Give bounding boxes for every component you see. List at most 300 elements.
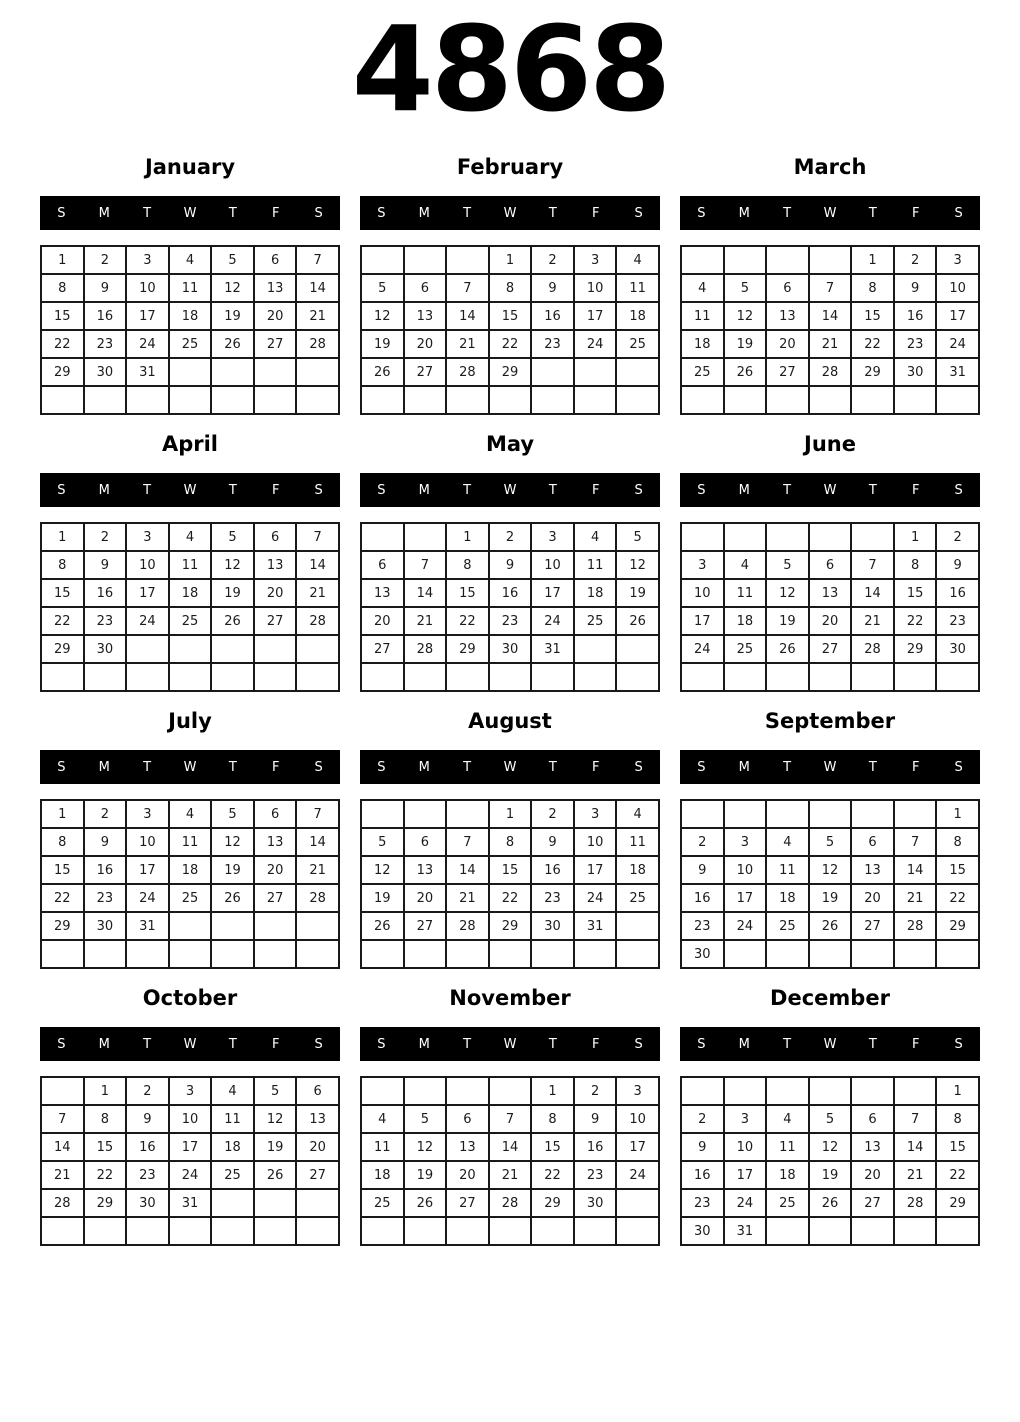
day-cell: 30 xyxy=(894,358,937,386)
day-cell: 26 xyxy=(254,1161,297,1189)
day-cell: 9 xyxy=(531,274,574,302)
day-cell: 29 xyxy=(936,1189,979,1217)
day-cell: 17 xyxy=(574,302,617,330)
month-block-december xyxy=(680,985,980,1246)
day-cell: 23 xyxy=(531,884,574,912)
week-row xyxy=(681,828,979,856)
day-cell: 31 xyxy=(531,635,574,663)
month-title: January xyxy=(144,155,236,179)
day-cell: 25 xyxy=(361,1189,404,1217)
day-cell: 14 xyxy=(404,579,447,607)
day-cell: 23 xyxy=(531,330,574,358)
day-cell: 29 xyxy=(489,358,532,386)
day-cell: 28 xyxy=(296,884,339,912)
day-cell: 7 xyxy=(404,551,447,579)
day-cell: 20 xyxy=(254,302,297,330)
day-cell: 24 xyxy=(126,884,169,912)
day-cell: 21 xyxy=(489,1161,532,1189)
day-cell: 29 xyxy=(851,358,894,386)
day-cell: 26 xyxy=(404,1189,447,1217)
day-cell: 20 xyxy=(254,579,297,607)
year-title: 4868 xyxy=(351,0,669,138)
weekday-label: T xyxy=(783,482,792,498)
day-cell: 1 xyxy=(41,523,84,551)
weekday-label: S xyxy=(634,1036,643,1052)
weekday-label: S xyxy=(634,482,643,498)
day-cell: 24 xyxy=(724,912,767,940)
empty-day-cell xyxy=(851,940,894,968)
day-cell: 11 xyxy=(361,1133,404,1161)
day-cell: 12 xyxy=(616,551,659,579)
day-cell: 1 xyxy=(489,800,532,828)
day-cell: 7 xyxy=(809,274,852,302)
day-cell: 27 xyxy=(361,635,404,663)
empty-day-cell xyxy=(851,663,894,691)
weekday-label: W xyxy=(823,482,837,498)
day-cell: 3 xyxy=(126,523,169,551)
day-cell: 14 xyxy=(296,274,339,302)
day-cell: 3 xyxy=(126,800,169,828)
day-cell: 13 xyxy=(254,274,297,302)
week-row xyxy=(41,1133,339,1161)
day-cell: 23 xyxy=(574,1161,617,1189)
week-row xyxy=(681,274,979,302)
empty-day-cell xyxy=(724,1077,767,1105)
day-cell: 22 xyxy=(851,330,894,358)
empty-day-cell xyxy=(894,1217,937,1245)
day-cell: 1 xyxy=(489,246,532,274)
empty-day-cell xyxy=(724,940,767,968)
empty-day-cell xyxy=(41,940,84,968)
week-row xyxy=(41,1161,339,1189)
empty-day-cell xyxy=(574,358,617,386)
day-cell: 14 xyxy=(894,856,937,884)
empty-day-cell xyxy=(531,358,574,386)
empty-day-cell xyxy=(169,358,212,386)
day-cell: 26 xyxy=(211,607,254,635)
week-row xyxy=(361,1217,659,1245)
day-cell: 22 xyxy=(41,884,84,912)
week-row xyxy=(681,1105,979,1133)
day-cell: 24 xyxy=(574,330,617,358)
day-cell: 28 xyxy=(809,358,852,386)
day-cell: 29 xyxy=(41,912,84,940)
empty-day-cell xyxy=(766,1217,809,1245)
weekday-header xyxy=(680,196,980,230)
day-cell: 30 xyxy=(84,358,127,386)
week-row xyxy=(681,1077,979,1105)
weekday-label: T xyxy=(548,482,557,498)
empty-day-cell xyxy=(446,940,489,968)
day-cell: 13 xyxy=(404,302,447,330)
day-cell: 29 xyxy=(41,635,84,663)
weekday-label: M xyxy=(98,482,110,498)
empty-day-cell xyxy=(724,663,767,691)
day-cell: 30 xyxy=(84,912,127,940)
day-cell: 10 xyxy=(724,856,767,884)
weekday-label: S xyxy=(697,205,706,221)
day-cell: 10 xyxy=(616,1105,659,1133)
day-cell: 2 xyxy=(531,246,574,274)
day-cell: 5 xyxy=(361,828,404,856)
empty-day-cell xyxy=(84,386,127,414)
day-cell: 24 xyxy=(126,330,169,358)
day-cell: 14 xyxy=(446,302,489,330)
day-cell: 18 xyxy=(616,302,659,330)
day-cell: 3 xyxy=(724,828,767,856)
day-cell: 10 xyxy=(169,1105,212,1133)
day-cell: 5 xyxy=(616,523,659,551)
day-cell: 20 xyxy=(766,330,809,358)
empty-day-cell xyxy=(296,386,339,414)
weekday-label: T xyxy=(548,1036,557,1052)
weekday-label: T xyxy=(868,482,877,498)
day-cell: 3 xyxy=(169,1077,212,1105)
empty-day-cell xyxy=(531,1217,574,1245)
day-cell: 30 xyxy=(936,635,979,663)
month-days-table xyxy=(40,245,340,415)
empty-day-cell xyxy=(211,358,254,386)
month-block-april xyxy=(40,431,340,692)
day-cell: 22 xyxy=(894,607,937,635)
weekday-label: S xyxy=(634,759,643,775)
day-cell: 18 xyxy=(169,579,212,607)
empty-day-cell xyxy=(809,663,852,691)
day-cell: 29 xyxy=(446,635,489,663)
day-cell: 12 xyxy=(724,302,767,330)
day-cell: 18 xyxy=(616,856,659,884)
day-cell: 8 xyxy=(489,274,532,302)
weekday-label: M xyxy=(418,482,430,498)
month-days-table xyxy=(680,799,980,969)
day-cell: 30 xyxy=(574,1189,617,1217)
day-cell: 19 xyxy=(211,302,254,330)
day-cell: 15 xyxy=(41,856,84,884)
weekday-label: F xyxy=(271,759,280,775)
weekday-label: F xyxy=(911,205,920,221)
month-block-february xyxy=(360,154,660,415)
day-cell: 10 xyxy=(126,828,169,856)
day-cell: 18 xyxy=(724,607,767,635)
weekday-label: S xyxy=(314,482,323,498)
weekday-label: S xyxy=(697,482,706,498)
day-cell: 6 xyxy=(851,1105,894,1133)
weekday-label: T xyxy=(143,759,152,775)
week-row xyxy=(681,1189,979,1217)
day-cell: 1 xyxy=(936,1077,979,1105)
month-block-september xyxy=(680,708,980,969)
day-cell: 22 xyxy=(936,1161,979,1189)
day-cell: 8 xyxy=(84,1105,127,1133)
day-cell: 1 xyxy=(41,246,84,274)
week-row xyxy=(41,1217,339,1245)
weekday-header xyxy=(40,473,340,507)
empty-day-cell xyxy=(616,912,659,940)
day-cell: 24 xyxy=(681,635,724,663)
week-row xyxy=(361,856,659,884)
day-cell: 11 xyxy=(724,579,767,607)
day-cell: 6 xyxy=(446,1105,489,1133)
empty-day-cell xyxy=(169,663,212,691)
empty-day-cell xyxy=(84,940,127,968)
day-cell: 13 xyxy=(851,856,894,884)
week-row xyxy=(41,246,339,274)
day-cell: 3 xyxy=(681,551,724,579)
weekday-header xyxy=(360,473,660,507)
day-cell: 7 xyxy=(296,246,339,274)
empty-day-cell xyxy=(404,940,447,968)
empty-day-cell xyxy=(126,635,169,663)
empty-day-cell xyxy=(296,1189,339,1217)
day-cell: 12 xyxy=(809,1133,852,1161)
day-cell: 26 xyxy=(211,330,254,358)
week-row xyxy=(41,358,339,386)
week-row xyxy=(361,1133,659,1161)
weekday-label: F xyxy=(271,205,280,221)
week-row xyxy=(41,1105,339,1133)
weekday-label: F xyxy=(591,482,600,498)
day-cell: 16 xyxy=(531,302,574,330)
weekday-label: S xyxy=(377,482,386,498)
week-row xyxy=(41,800,339,828)
weekday-label: T xyxy=(143,482,152,498)
day-cell: 12 xyxy=(211,551,254,579)
day-cell: 5 xyxy=(211,800,254,828)
weekday-label: W xyxy=(503,482,517,498)
empty-day-cell xyxy=(404,386,447,414)
day-cell: 19 xyxy=(766,607,809,635)
day-cell: 7 xyxy=(446,828,489,856)
day-cell: 3 xyxy=(531,523,574,551)
day-cell: 24 xyxy=(531,607,574,635)
month-block-may xyxy=(360,431,660,692)
empty-day-cell xyxy=(724,246,767,274)
day-cell: 18 xyxy=(361,1161,404,1189)
day-cell: 22 xyxy=(84,1161,127,1189)
day-cell: 14 xyxy=(489,1133,532,1161)
day-cell: 13 xyxy=(766,302,809,330)
empty-day-cell xyxy=(41,1077,84,1105)
weekday-label: M xyxy=(418,205,430,221)
week-row xyxy=(361,274,659,302)
empty-day-cell xyxy=(766,663,809,691)
day-cell: 31 xyxy=(126,358,169,386)
day-cell: 31 xyxy=(126,912,169,940)
weekday-label: S xyxy=(314,759,323,775)
month-days-table xyxy=(680,522,980,692)
day-cell: 11 xyxy=(616,828,659,856)
day-cell: 10 xyxy=(936,274,979,302)
day-cell: 15 xyxy=(489,856,532,884)
empty-day-cell xyxy=(489,663,532,691)
week-row xyxy=(41,635,339,663)
week-row xyxy=(361,607,659,635)
day-cell: 26 xyxy=(766,635,809,663)
week-row xyxy=(41,856,339,884)
day-cell: 8 xyxy=(531,1105,574,1133)
day-cell: 3 xyxy=(616,1077,659,1105)
day-cell: 25 xyxy=(766,1189,809,1217)
day-cell: 3 xyxy=(574,246,617,274)
day-cell: 3 xyxy=(936,246,979,274)
day-cell: 23 xyxy=(681,1189,724,1217)
day-cell: 4 xyxy=(681,274,724,302)
week-row xyxy=(361,330,659,358)
day-cell: 13 xyxy=(809,579,852,607)
empty-day-cell xyxy=(809,386,852,414)
month-block-august xyxy=(360,708,660,969)
week-row xyxy=(681,607,979,635)
empty-day-cell xyxy=(446,1077,489,1105)
week-row xyxy=(361,358,659,386)
day-cell: 7 xyxy=(296,800,339,828)
empty-day-cell xyxy=(169,940,212,968)
day-cell: 25 xyxy=(169,884,212,912)
day-cell: 7 xyxy=(296,523,339,551)
week-row xyxy=(361,635,659,663)
day-cell: 28 xyxy=(296,607,339,635)
day-cell: 6 xyxy=(404,274,447,302)
day-cell: 23 xyxy=(489,607,532,635)
day-cell: 26 xyxy=(361,912,404,940)
week-row xyxy=(681,1217,979,1245)
day-cell: 15 xyxy=(851,302,894,330)
week-row xyxy=(681,551,979,579)
day-cell: 6 xyxy=(404,828,447,856)
day-cell: 6 xyxy=(254,246,297,274)
day-cell: 15 xyxy=(936,1133,979,1161)
weekday-label: W xyxy=(183,1036,197,1052)
day-cell: 14 xyxy=(296,551,339,579)
empty-day-cell xyxy=(361,1077,404,1105)
day-cell: 28 xyxy=(894,1189,937,1217)
empty-day-cell xyxy=(404,1077,447,1105)
month-title: March xyxy=(793,155,867,179)
week-row xyxy=(681,302,979,330)
week-row xyxy=(41,1077,339,1105)
empty-day-cell xyxy=(254,940,297,968)
weekday-label: T xyxy=(868,1036,877,1052)
day-cell: 27 xyxy=(404,912,447,940)
empty-day-cell xyxy=(404,663,447,691)
day-cell: 20 xyxy=(404,884,447,912)
day-cell: 27 xyxy=(404,358,447,386)
day-cell: 7 xyxy=(894,1105,937,1133)
empty-day-cell xyxy=(574,663,617,691)
day-cell: 31 xyxy=(724,1217,767,1245)
day-cell: 28 xyxy=(851,635,894,663)
day-cell: 19 xyxy=(809,884,852,912)
day-cell: 28 xyxy=(404,635,447,663)
empty-day-cell xyxy=(211,1217,254,1245)
day-cell: 16 xyxy=(894,302,937,330)
month-title: October xyxy=(142,986,238,1010)
day-cell: 10 xyxy=(724,1133,767,1161)
day-cell: 5 xyxy=(361,274,404,302)
weekday-label: T xyxy=(463,205,472,221)
weekday-header xyxy=(680,473,980,507)
day-cell: 16 xyxy=(84,856,127,884)
week-row xyxy=(361,551,659,579)
day-cell: 7 xyxy=(489,1105,532,1133)
weekday-label: M xyxy=(738,1036,750,1052)
empty-day-cell xyxy=(936,1217,979,1245)
month-block-july xyxy=(40,708,340,969)
weekday-label: S xyxy=(697,1036,706,1052)
empty-day-cell xyxy=(894,386,937,414)
day-cell: 18 xyxy=(169,302,212,330)
empty-day-cell xyxy=(254,358,297,386)
empty-day-cell xyxy=(681,386,724,414)
day-cell: 23 xyxy=(894,330,937,358)
empty-day-cell xyxy=(894,940,937,968)
weekday-label: M xyxy=(98,1036,110,1052)
day-cell: 3 xyxy=(126,246,169,274)
day-cell: 21 xyxy=(41,1161,84,1189)
day-cell: 14 xyxy=(809,302,852,330)
weekday-label: S xyxy=(377,1036,386,1052)
day-cell: 21 xyxy=(296,856,339,884)
weekday-label: F xyxy=(271,482,280,498)
day-cell: 19 xyxy=(361,330,404,358)
day-cell: 8 xyxy=(936,828,979,856)
day-cell: 2 xyxy=(531,800,574,828)
day-cell: 16 xyxy=(681,884,724,912)
month-days-table xyxy=(360,1076,660,1246)
month-title: July xyxy=(168,709,212,733)
weekday-label: W xyxy=(503,205,517,221)
day-cell: 4 xyxy=(574,523,617,551)
day-cell: 23 xyxy=(84,607,127,635)
weekday-label: F xyxy=(591,205,600,221)
day-cell: 13 xyxy=(361,579,404,607)
empty-day-cell xyxy=(809,800,852,828)
month-days-table xyxy=(360,245,660,415)
day-cell: 19 xyxy=(254,1133,297,1161)
empty-day-cell xyxy=(169,912,212,940)
weekday-label: S xyxy=(377,205,386,221)
empty-day-cell xyxy=(616,358,659,386)
weekday-label: T xyxy=(143,1036,152,1052)
day-cell: 11 xyxy=(766,856,809,884)
day-cell: 6 xyxy=(296,1077,339,1105)
empty-day-cell xyxy=(254,635,297,663)
day-cell: 12 xyxy=(404,1133,447,1161)
day-cell: 4 xyxy=(361,1105,404,1133)
day-cell: 27 xyxy=(851,1189,894,1217)
week-row xyxy=(681,912,979,940)
day-cell: 14 xyxy=(41,1133,84,1161)
day-cell: 12 xyxy=(361,856,404,884)
month-title: August xyxy=(468,709,552,733)
day-cell: 5 xyxy=(724,274,767,302)
day-cell: 10 xyxy=(574,828,617,856)
day-cell: 25 xyxy=(724,635,767,663)
empty-day-cell xyxy=(616,663,659,691)
day-cell: 26 xyxy=(361,358,404,386)
day-cell: 14 xyxy=(296,828,339,856)
day-cell: 11 xyxy=(574,551,617,579)
empty-day-cell xyxy=(724,800,767,828)
weekday-label: M xyxy=(418,759,430,775)
day-cell: 13 xyxy=(254,828,297,856)
week-row xyxy=(681,523,979,551)
week-row xyxy=(41,523,339,551)
empty-day-cell xyxy=(404,523,447,551)
day-cell: 23 xyxy=(681,912,724,940)
day-cell: 2 xyxy=(574,1077,617,1105)
day-cell: 6 xyxy=(361,551,404,579)
